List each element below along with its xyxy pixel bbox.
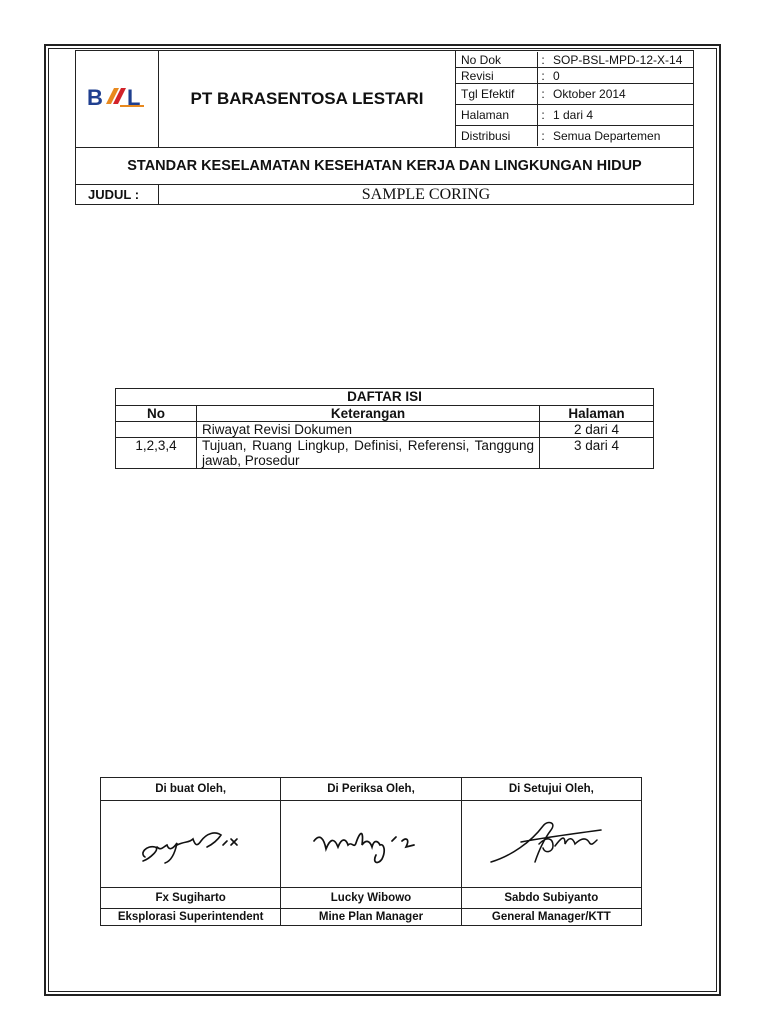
meta-label: No Dok (456, 52, 538, 68)
company-name: PT BARASENTOSA LESTARI (159, 51, 456, 148)
meta-value: Oktober 2014 (548, 84, 693, 105)
approver-position: Mine Plan Manager (281, 909, 461, 926)
approval-role-header: Di Setujui Oleh, (461, 778, 641, 801)
meta-revisi (456, 68, 693, 84)
judul-label: JUDUL : (76, 185, 159, 205)
bsl-logo-icon (86, 82, 148, 112)
meta-sep: : (538, 84, 549, 105)
signature-icon (481, 816, 621, 872)
table-row (116, 422, 654, 438)
approval-table (100, 777, 642, 926)
approval-role-header: Di Periksa Oleh, (281, 778, 461, 801)
toc-col-keterangan: Keterangan (197, 406, 540, 422)
company-logo (76, 51, 159, 148)
toc-cell-halaman: 3 dari 4 (540, 438, 654, 469)
toc-col-halaman: Halaman (540, 406, 654, 422)
toc-header-row (116, 406, 654, 422)
toc-cell-no: 1,2,3,4 (116, 438, 197, 469)
toc-col-no: No (116, 406, 197, 422)
document-header (75, 50, 694, 205)
toc-cell-halaman: 2 dari 4 (540, 422, 654, 438)
signature-wibowo (281, 801, 461, 888)
meta-label: Distribusi (456, 126, 538, 147)
toc-title: DAFTAR ISI (116, 389, 654, 406)
meta-sep: : (538, 68, 549, 84)
document-meta (456, 51, 694, 148)
signature-icon (131, 819, 251, 869)
meta-value: Semua Departemen (553, 129, 661, 143)
approver-name: Lucky Wibowo (281, 888, 461, 909)
meta-sep: : (541, 129, 545, 143)
meta-label: Revisi (456, 68, 538, 84)
judul-value: SAMPLE CORING (159, 185, 694, 205)
approver-position: General Manager/KTT (461, 909, 641, 926)
approver-name: Sabdo Subiyanto (461, 888, 641, 909)
table-row (116, 438, 654, 469)
meta-sep: : (538, 105, 549, 126)
signature-sugiharto (101, 801, 281, 888)
toc-cell-no (116, 422, 197, 438)
toc-cell-keterangan: Tujuan, Ruang Lingkup, Definisi, Referensi, Tanggung jawab, Prosedur (197, 438, 540, 469)
signature-subiyanto (461, 801, 641, 888)
approver-name: Fx Sugiharto (101, 888, 281, 909)
svg-text:B: B (87, 84, 103, 110)
signature-icon (306, 819, 436, 869)
meta-tgl-efektif (456, 84, 693, 105)
meta-value: 1 dari 4 (548, 105, 693, 126)
table-of-contents (115, 388, 654, 469)
toc-cell-keterangan: Riwayat Revisi Dokumen (197, 422, 540, 438)
approver-position: Eksplorasi Superintendent (101, 909, 281, 926)
meta-no-dok (456, 52, 693, 68)
approval-role-header: Di buat Oleh, (101, 778, 281, 801)
meta-value: SOP-BSL-MPD-12-X-14 (548, 52, 693, 68)
meta-value: 0 (548, 68, 693, 84)
meta-distribusi (456, 126, 693, 147)
svg-text:L: L (127, 84, 141, 110)
meta-sep: : (538, 52, 549, 68)
meta-halaman (456, 105, 693, 126)
standard-title: STANDAR KESELAMATAN KESEHATAN KERJA DAN LINGKUNGAN HIDUP (76, 148, 694, 185)
meta-label: Halaman (456, 105, 538, 126)
meta-label: Tgl Efektif (456, 84, 538, 105)
